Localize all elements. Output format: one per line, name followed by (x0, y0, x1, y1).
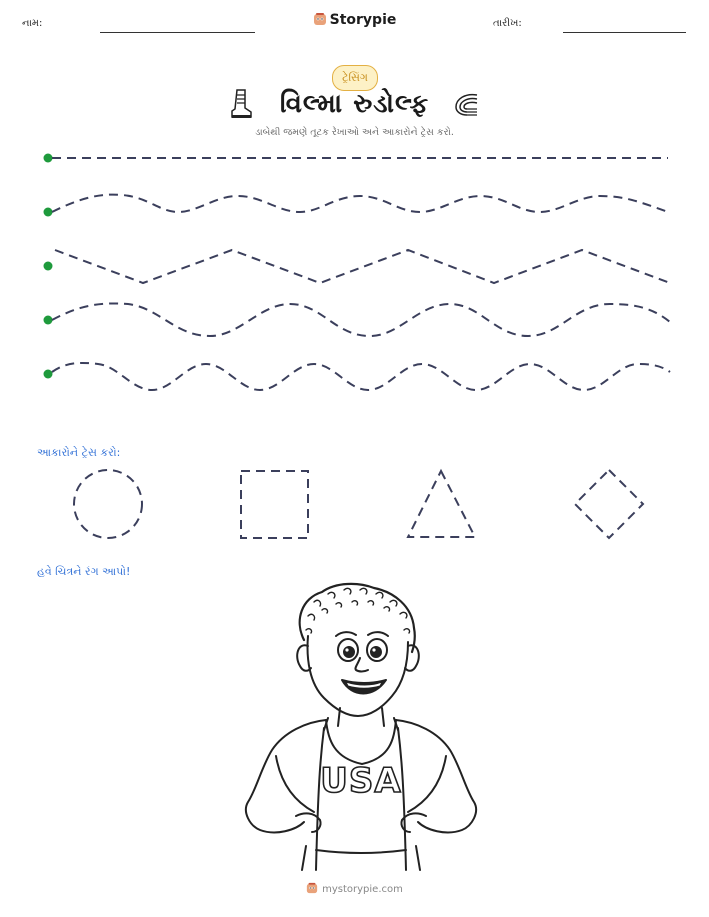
trace-line-wave-3[interactable] (44, 363, 671, 390)
start-dot (44, 208, 53, 217)
tracing-lines (0, 0, 709, 400)
trace-line-zigzag[interactable] (44, 250, 671, 283)
storypie-logo-icon (306, 882, 318, 894)
instructions: ડાબેથી જમણે તૂટક રેખાઓ અને આકારોને ટ્રેસ કરો. (255, 127, 454, 138)
trace-line-wave-2[interactable] (44, 303, 671, 336)
start-dot (44, 316, 53, 325)
start-dot (44, 154, 53, 163)
trace-diamond[interactable] (575, 470, 643, 538)
footer (0, 882, 709, 895)
tracing-badge: ટ્રેસિંગ (332, 65, 378, 91)
shapes-heading: આકારોને ટ્રેસ કરો: (37, 446, 121, 459)
trace-square[interactable] (241, 471, 308, 538)
trace-line-wave-1[interactable] (44, 195, 669, 217)
shirt-text: USA (320, 761, 402, 801)
page-title: વિલ્મા રુડોલ્ફ (279, 88, 430, 119)
date-label: તારીખ: (493, 18, 522, 29)
start-dot (44, 262, 53, 271)
trace-shapes (0, 460, 709, 550)
trace-circle[interactable] (74, 470, 142, 538)
trace-line-straight[interactable] (44, 154, 669, 163)
start-dot (44, 370, 53, 379)
coloring-illustration[interactable] (236, 580, 476, 870)
trace-triangle[interactable] (408, 471, 475, 537)
brand-name: Storypie (329, 12, 397, 28)
footer-url[interactable]: mystorypie.com (322, 884, 403, 895)
name-label: નામ: (22, 18, 43, 29)
coloring-heading: હવે ચિત્રને રંગ આપો! (37, 565, 131, 578)
